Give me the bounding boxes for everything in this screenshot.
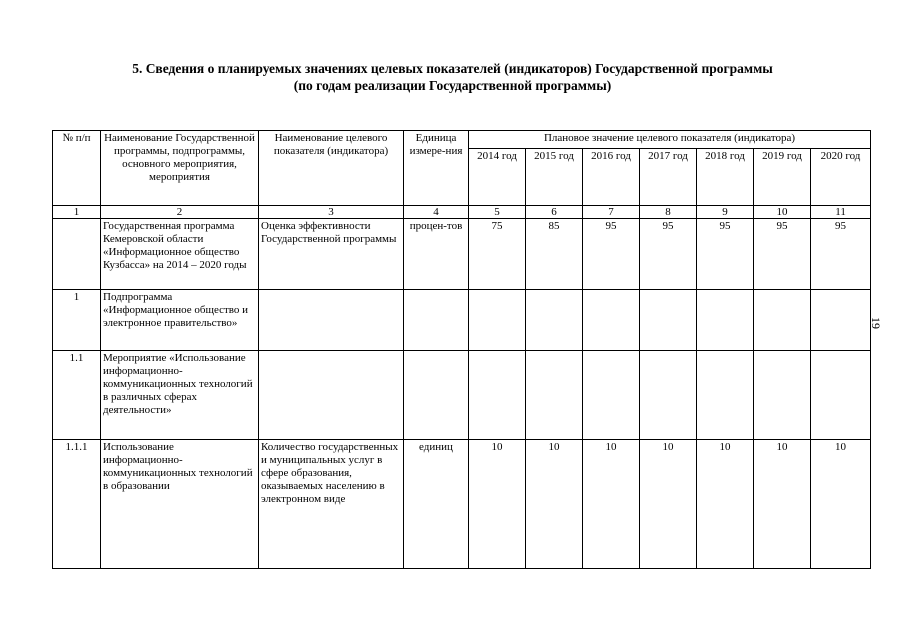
row-unit bbox=[404, 351, 469, 440]
row-value-2017 bbox=[640, 351, 697, 440]
header-year: 2017 год bbox=[640, 149, 697, 206]
title-line-1: 5. Сведения о планируемых значениях целевых показателей (индикаторов) Государственной программы bbox=[132, 61, 773, 76]
column-number-row bbox=[53, 206, 871, 219]
row-value-2018: 10 bbox=[697, 440, 754, 569]
row-value-2020 bbox=[811, 351, 871, 440]
row-value-2019: 10 bbox=[754, 440, 811, 569]
column-number: 5 bbox=[469, 206, 526, 219]
row-value-2016: 10 bbox=[583, 440, 640, 569]
row-num: 1.1 bbox=[53, 351, 101, 440]
row-value-2018: 95 bbox=[697, 219, 754, 290]
row-indicator: Количество государственных и муниципальных услуг в сфере образования, оказываемых населению в электронном виде bbox=[259, 440, 404, 569]
row-name: Использование информационно-коммуникационных технологий в образовании bbox=[101, 440, 259, 569]
row-value-2019: 95 bbox=[754, 219, 811, 290]
header-num: № п/п bbox=[53, 131, 101, 206]
header-program-name: Наименование Государственной программы, подпрограммы, основного мероприятия, мероприятия bbox=[101, 131, 259, 206]
row-indicator: Оценка эффективности Государственной программы bbox=[259, 219, 404, 290]
table-row-measure-1-1 bbox=[53, 351, 871, 440]
row-value-2014: 75 bbox=[469, 219, 526, 290]
row-value-2019 bbox=[754, 351, 811, 440]
indicators-table bbox=[52, 130, 871, 569]
row-num: 1 bbox=[53, 290, 101, 351]
header-unit: Единица измере-ния bbox=[404, 131, 469, 206]
row-num bbox=[53, 219, 101, 290]
row-value-2018 bbox=[697, 351, 754, 440]
header-row-1 bbox=[53, 131, 871, 149]
row-unit: единиц bbox=[404, 440, 469, 569]
row-value-2016 bbox=[583, 290, 640, 351]
row-value-2014: 10 bbox=[469, 440, 526, 569]
header-year: 2014 год bbox=[469, 149, 526, 206]
row-value-2017: 10 bbox=[640, 440, 697, 569]
column-number: 6 bbox=[526, 206, 583, 219]
column-number: 7 bbox=[583, 206, 640, 219]
table-row-subprogram-1 bbox=[53, 290, 871, 351]
row-name: Подпрограмма «Информационное общество и электронное правительство» bbox=[101, 290, 259, 351]
row-value-2015 bbox=[526, 290, 583, 351]
header-indicator-name: Наименование целевого показателя (индикатора) bbox=[259, 131, 404, 206]
row-value-2020 bbox=[811, 290, 871, 351]
header-planned-value: Плановое значение целевого показателя (индикатора) bbox=[469, 131, 871, 149]
row-value-2019 bbox=[754, 290, 811, 351]
page-number: 19 bbox=[869, 317, 883, 329]
header-year: 2015 год bbox=[526, 149, 583, 206]
row-num: 1.1.1 bbox=[53, 440, 101, 569]
row-indicator bbox=[259, 290, 404, 351]
column-number: 9 bbox=[697, 206, 754, 219]
row-unit bbox=[404, 290, 469, 351]
column-number: 4 bbox=[404, 206, 469, 219]
row-value-2015: 85 bbox=[526, 219, 583, 290]
table-row-measure-1-1-1 bbox=[53, 440, 871, 569]
column-number: 10 bbox=[754, 206, 811, 219]
header-year: 2016 год bbox=[583, 149, 640, 206]
row-value-2017 bbox=[640, 290, 697, 351]
row-indicator bbox=[259, 351, 404, 440]
table-row-program bbox=[53, 219, 871, 290]
header-year: 2018 год bbox=[697, 149, 754, 206]
row-name: Мероприятие «Использование информационно-коммуникационных технологий в различных сферах деятельности» bbox=[101, 351, 259, 440]
row-value-2017: 95 bbox=[640, 219, 697, 290]
column-number: 11 bbox=[811, 206, 871, 219]
title-line-2: (по годам реализации Государственной программы) bbox=[293, 78, 612, 93]
row-value-2015 bbox=[526, 351, 583, 440]
row-value-2020: 95 bbox=[811, 219, 871, 290]
column-number: 2 bbox=[101, 206, 259, 219]
row-value-2016: 95 bbox=[583, 219, 640, 290]
row-value-2014 bbox=[469, 351, 526, 440]
row-name: Государственная программа Кемеровской области «Информационное общество Кузбасса» на 2014 – 2020 годы bbox=[101, 219, 259, 290]
column-number: 1 bbox=[53, 206, 101, 219]
column-number: 3 bbox=[259, 206, 404, 219]
header-year: 2020 год bbox=[811, 149, 871, 206]
row-value-2014 bbox=[469, 290, 526, 351]
row-unit: процен-тов bbox=[404, 219, 469, 290]
column-number: 8 bbox=[640, 206, 697, 219]
row-value-2016 bbox=[583, 351, 640, 440]
row-value-2020: 10 bbox=[811, 440, 871, 569]
document-title bbox=[0, 60, 905, 94]
header-year: 2019 год bbox=[754, 149, 811, 206]
row-value-2015: 10 bbox=[526, 440, 583, 569]
row-value-2018 bbox=[697, 290, 754, 351]
